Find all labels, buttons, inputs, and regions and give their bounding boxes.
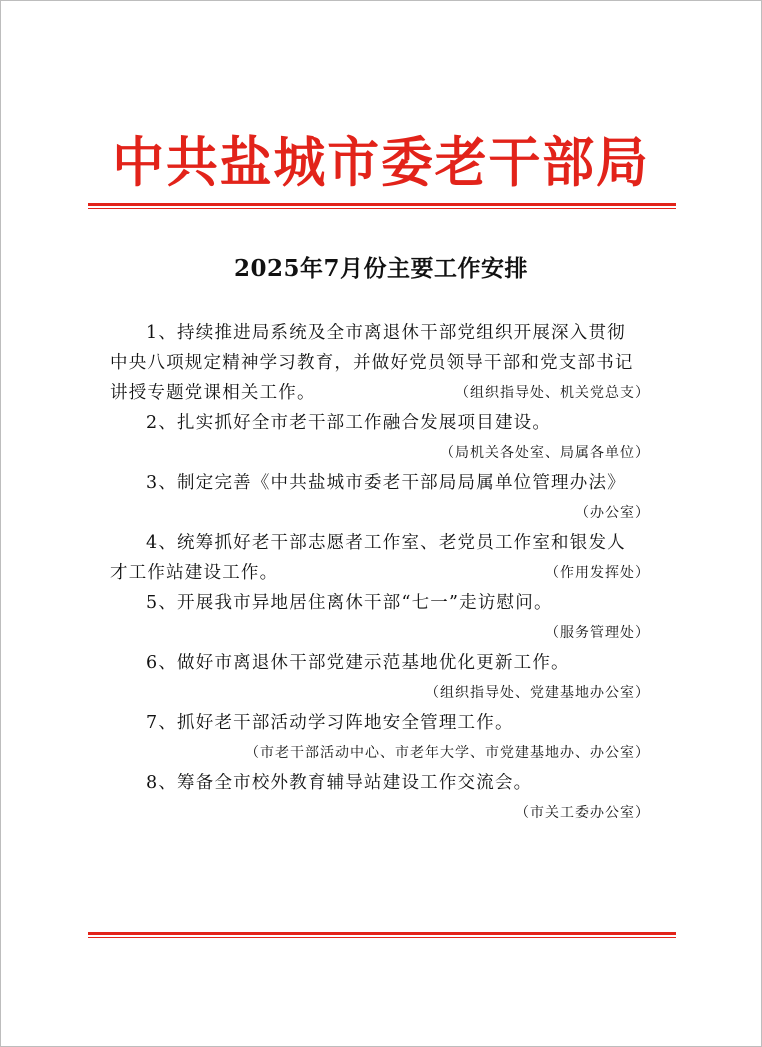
item-number: 6、 xyxy=(146,653,178,673)
item-number: 5、 xyxy=(146,593,178,613)
work-item xyxy=(110,648,650,708)
item-responsible: （办公室） xyxy=(575,505,650,521)
item-text: 开展我市异地居住离休干部“七一”走访慰问。 xyxy=(177,593,553,613)
work-item xyxy=(110,468,650,528)
item-responsible: （组织指导处、党建基地办公室） xyxy=(425,685,650,701)
item-text: 筹备全市校外教育辅导站建设工作交流会。 xyxy=(177,773,533,793)
work-item xyxy=(110,768,650,828)
work-item xyxy=(110,528,650,588)
work-item xyxy=(110,588,650,648)
document-title: 2025年7月份主要工作安排 xyxy=(233,255,529,282)
item-text: 做好市离退休干部党建示范基地优化更新工作。 xyxy=(177,653,570,673)
item-text: 才工作站建设工作。 xyxy=(110,563,279,583)
item-responsible: （组织指导处、机关党总支） xyxy=(455,385,650,401)
item-number: 1、 xyxy=(146,323,178,343)
work-items xyxy=(110,318,650,828)
item-text: 扎实抓好全市老干部工作融合发展项目建设。 xyxy=(177,413,552,433)
item-number: 3、 xyxy=(146,473,178,493)
item-text: 讲授专题党课相关工作。 xyxy=(110,383,316,403)
work-item xyxy=(110,408,650,468)
item-number: 4、 xyxy=(146,533,178,553)
work-item xyxy=(110,318,650,408)
work-item xyxy=(110,708,650,768)
item-text: 制定完善《中共盐城市委老干部局局属单位管理办法》 xyxy=(177,473,626,493)
item-responsible: （作用发挥处） xyxy=(545,565,650,581)
item-responsible: （局机关各处室、局属各单位） xyxy=(440,445,650,461)
item-number: 2、 xyxy=(146,413,178,433)
item-responsible: （市关工委办公室） xyxy=(515,805,650,821)
item-text: 中央八项规定精神学习教育，并做好党员领导干部和党支部书记 xyxy=(110,353,634,373)
item-number: 8、 xyxy=(146,773,178,793)
item-text: 持续推进局系统及全市离退休干部党组织开展深入贯彻 xyxy=(177,323,626,343)
item-number: 7、 xyxy=(146,713,178,733)
item-text: 统筹抓好老干部志愿者工作室、老党员工作室和银发人 xyxy=(177,533,626,553)
item-text: 抓好老干部活动学习阵地安全管理工作。 xyxy=(177,713,514,733)
item-responsible: （服务管理处） xyxy=(545,625,650,641)
document-header: 中共盐城市委老干部局 xyxy=(112,131,650,194)
item-responsible: （市老干部活动中心、市老年大学、市党建基地办、办公室） xyxy=(245,745,650,761)
